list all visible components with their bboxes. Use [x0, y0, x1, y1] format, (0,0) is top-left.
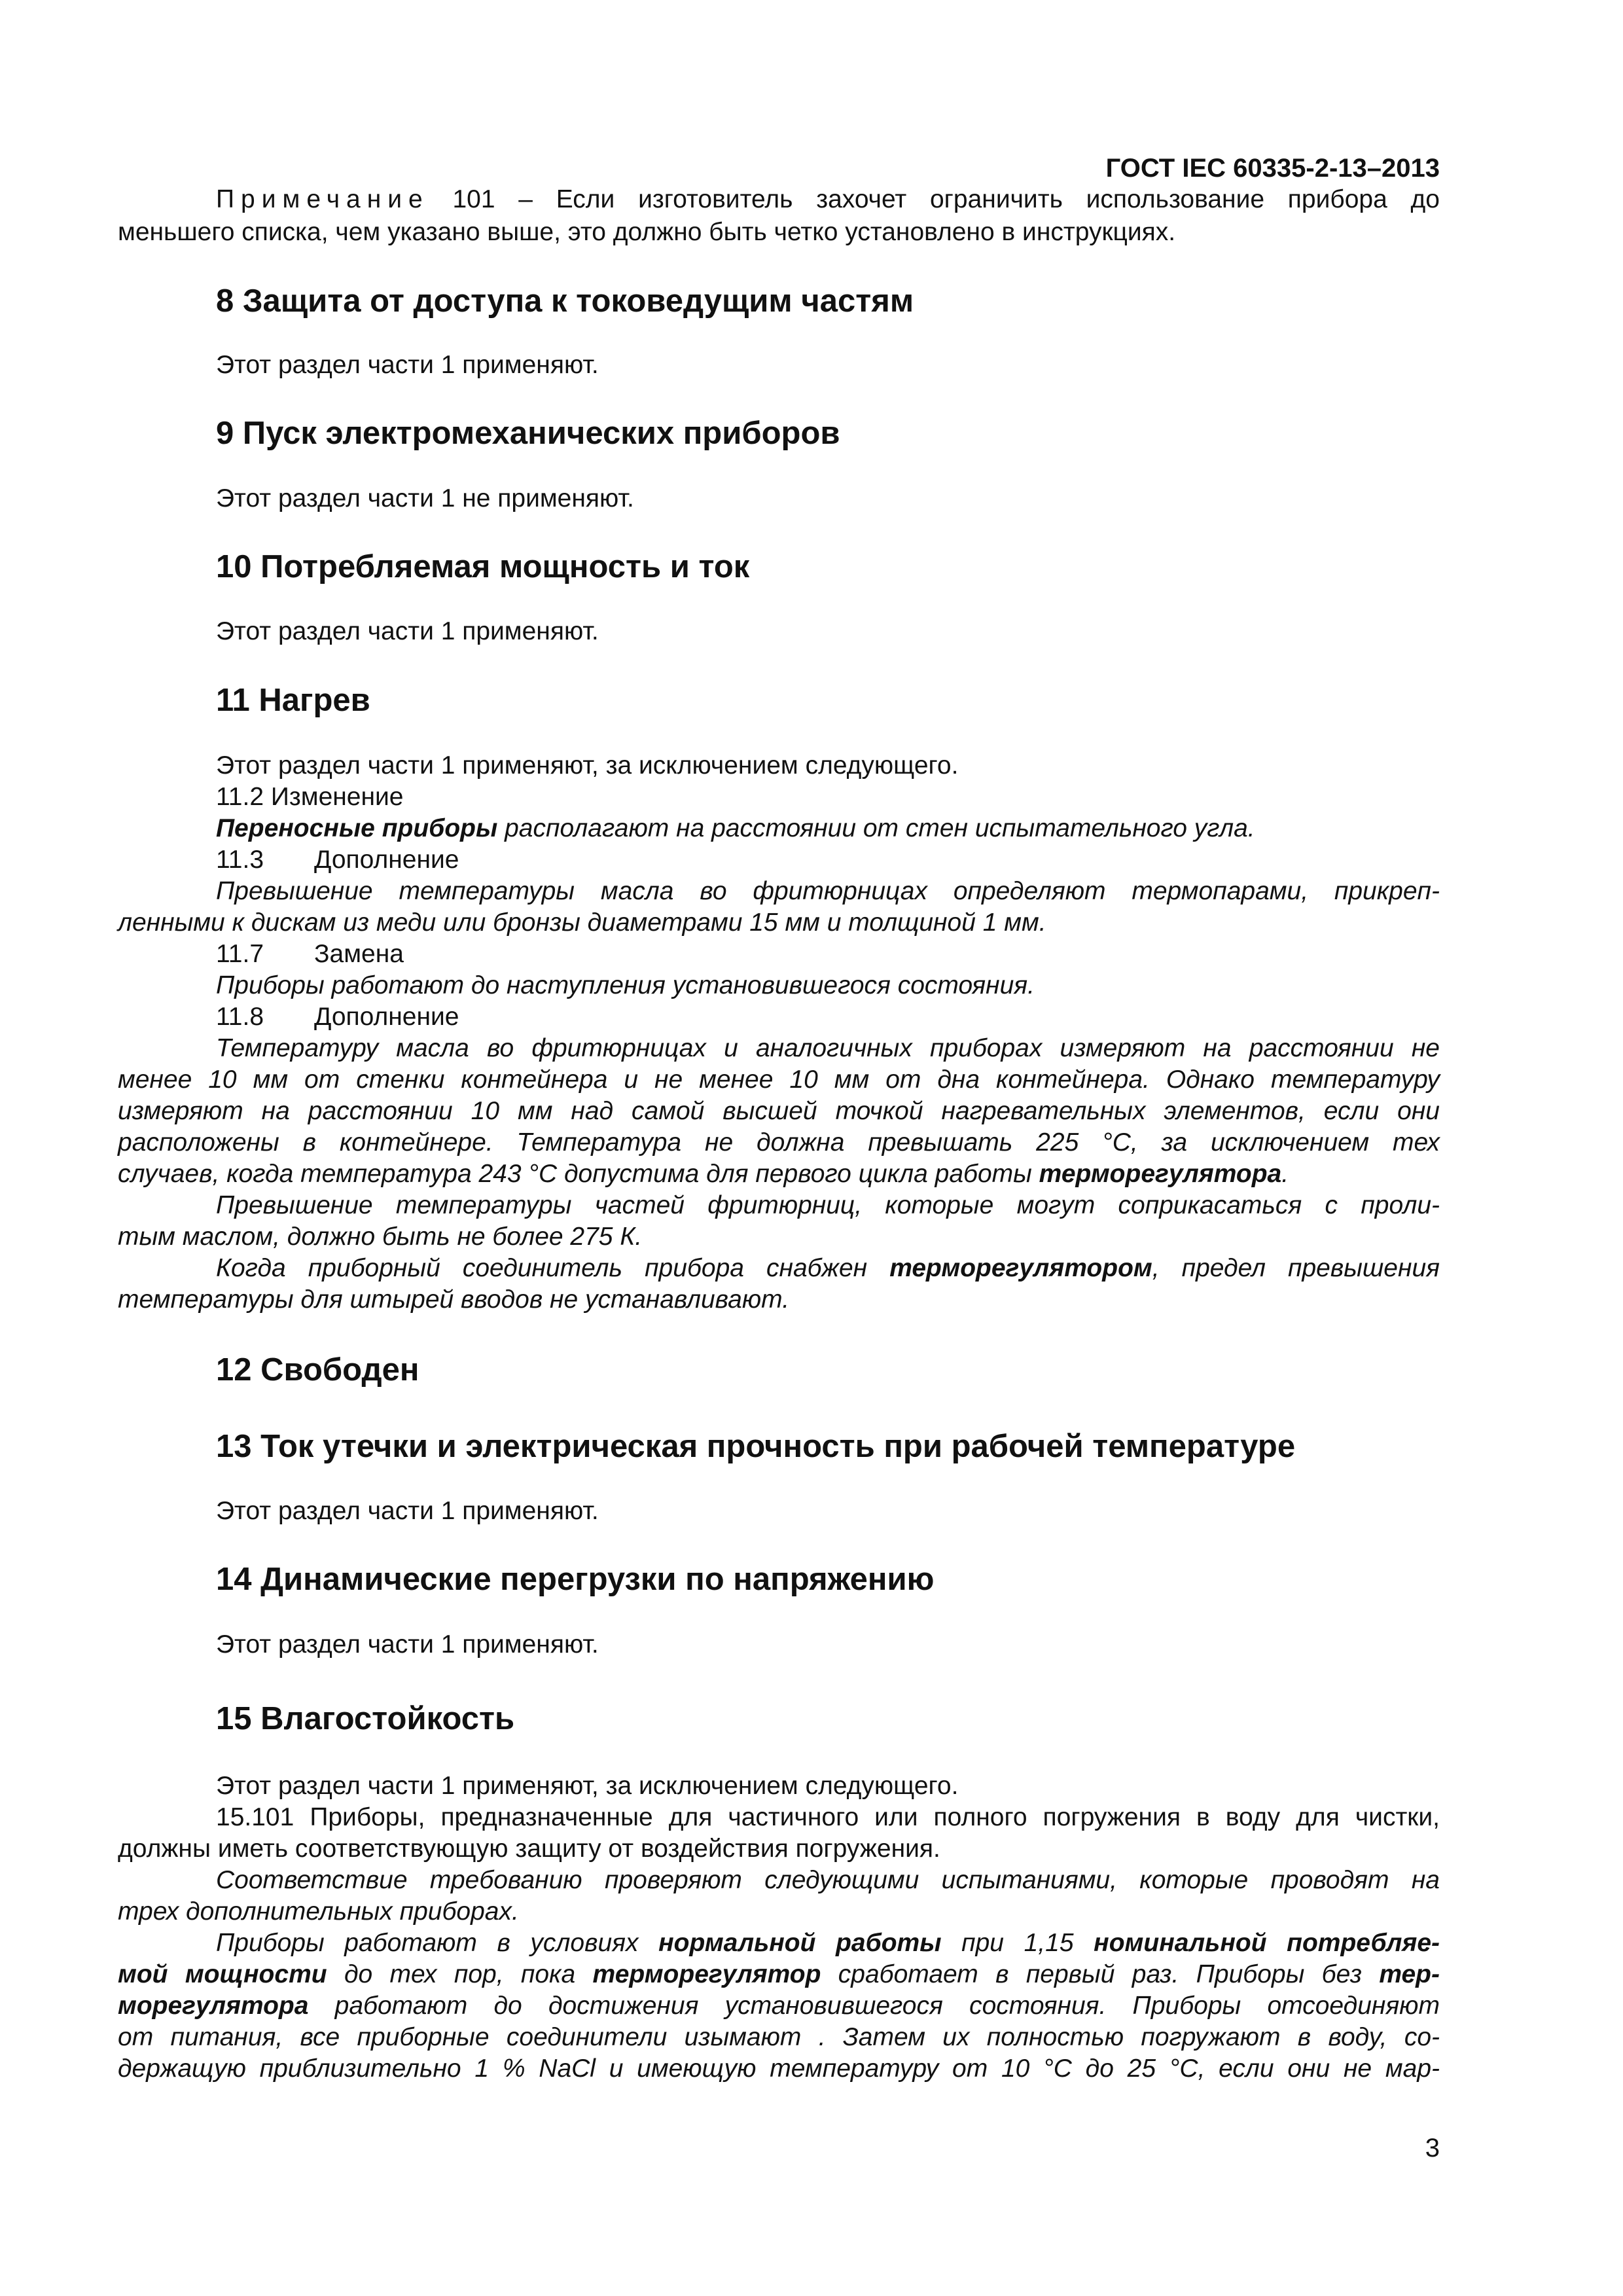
- clause-11-8-heading: 11.8 Дополнение: [216, 1003, 459, 1031]
- clause-11-8-line-8: Когда приборный соединитель прибора снабжен терморегулятором, предел превышения: [216, 1254, 1440, 1282]
- clause-11-8-line-5: случаев, когда температура 243 °С допустима для первого цикла работы терморегулятора.: [118, 1160, 1289, 1188]
- test-line-5: держащую приблизительно 1 % NaCl и имеющую температуру от 10 °С до 25 °С, если они не мар-: [118, 2054, 1440, 2083]
- section-12-title: 12 Свободен: [216, 1352, 419, 1388]
- clause-11-3-heading: 11.3 Дополнение: [216, 846, 459, 874]
- note-label: Примечание: [216, 185, 429, 213]
- clause-15-101-line-1: 15.101 Приборы, предназначенные для частичного или полного погружения в воду для чистки,: [216, 1803, 1440, 1831]
- clause-11-2-text: Переносные приборы располагают на расстоянии от стен испытательного угла.: [216, 814, 1255, 842]
- section-11-title: 11 Нагрев: [216, 683, 370, 718]
- document-header: ГОСТ IEC 60335-2-13–2013: [1105, 154, 1440, 183]
- clause-11-8-line-2: менее 10 мм от стенки контейнера и не менее 10 мм от дна контейнера. Однако температуру: [118, 1066, 1440, 1094]
- clause-11-8-line-3: измеряют на расстоянии 10 мм над самой высшей точкой нагревательных элементов, если они: [118, 1097, 1440, 1125]
- section-13-title: 13 Ток утечки и электрическая прочность при рабочей температуре: [216, 1429, 1296, 1464]
- clause-11-2-heading: 11.2 Изменение: [216, 783, 404, 811]
- section-15-intro: Этот раздел части 1 применяют, за исключением следующего.: [216, 1772, 959, 1800]
- section-14-title: 14 Динамические перегрузки по напряжению: [216, 1562, 935, 1597]
- clause-11-8-line-7: тым маслом, должно быть не более 275 К.: [118, 1223, 643, 1251]
- page-number: 3: [1425, 2134, 1440, 2162]
- clause-11-8-line-4: расположены в контейнере. Температура не должна превышать 225 °С, за исключением тех: [118, 1128, 1440, 1157]
- section-10-title: 10 Потребляемая мощность и ток: [216, 549, 750, 584]
- section-13-text: Этот раздел части 1 применяют.: [216, 1497, 599, 1525]
- test-line-2: мой мощности до тех пор, пока терморегулятор сработает в первый раз. Приборы без тер-: [118, 1960, 1440, 1988]
- section-10-text: Этот раздел части 1 применяют.: [216, 617, 599, 645]
- section-8-title: 8 Защита от доступа к токоведущим частям: [216, 283, 914, 319]
- clause-11-7-heading: 11.7 Замена: [216, 940, 404, 968]
- clause-11-3-line-2: ленными к дискам из меди или бронзы диаметрами 15 мм и толщиной 1 мм.: [118, 908, 1046, 937]
- test-line-3: морегулятора работают до достижения установившегося состояния. Приборы отсоединяют: [118, 1992, 1440, 2020]
- note-101-line-1: Примечание 101 – Если изготовитель захочет ограничить использование прибора до: [216, 185, 1440, 213]
- section-14-text: Этот раздел части 1 применяют.: [216, 1630, 599, 1659]
- test-line-1: Приборы работают в условиях нормальной работы при 1,15 номинальной потребляе-: [216, 1929, 1440, 1957]
- clause-11-8-line-9: температуры для штырей вводов не устанавливают.: [118, 1285, 790, 1314]
- note-101-line-2: меньшего списка, чем указано выше, это должно быть четко установлено в инструкциях.: [118, 218, 1176, 246]
- section-11-intro: Этот раздел части 1 применяют, за исключением следующего.: [216, 751, 959, 780]
- section-9-text: Этот раздел части 1 не применяют.: [216, 484, 634, 512]
- clause-11-8-line-6: Превышение температуры частей фритюрниц, которые могут соприкасаться с проли-: [216, 1191, 1440, 1219]
- clause-11-3-line-1: Превышение температуры масла во фритюрницах определяют термопарами, прикреп-: [216, 877, 1440, 905]
- clause-11-7-line-1: Приборы работают до наступления установившегося состояния.: [216, 971, 1035, 999]
- compliance-line-1: Соответствие требованию проверяют следующими испытаниями, которые проводят на: [216, 1866, 1440, 1894]
- section-9-title: 9 Пуск электромеханических приборов: [216, 416, 840, 451]
- clause-15-101-line-2: должны иметь соответствующую защиту от воздействия погружения.: [118, 1835, 940, 1863]
- section-15-title: 15 Влагостойкость: [216, 1701, 515, 1736]
- section-8-text: Этот раздел части 1 применяют.: [216, 351, 599, 379]
- test-line-4: от питания, все приборные соединители изымают . Затем их полностью погружают в воду, со-: [118, 2023, 1440, 2051]
- compliance-line-2: трех дополнительных приборах.: [118, 1897, 519, 1926]
- clause-11-8-line-1: Температуру масла во фритюрницах и аналогичных приборах измеряют на расстоянии не: [216, 1034, 1440, 1062]
